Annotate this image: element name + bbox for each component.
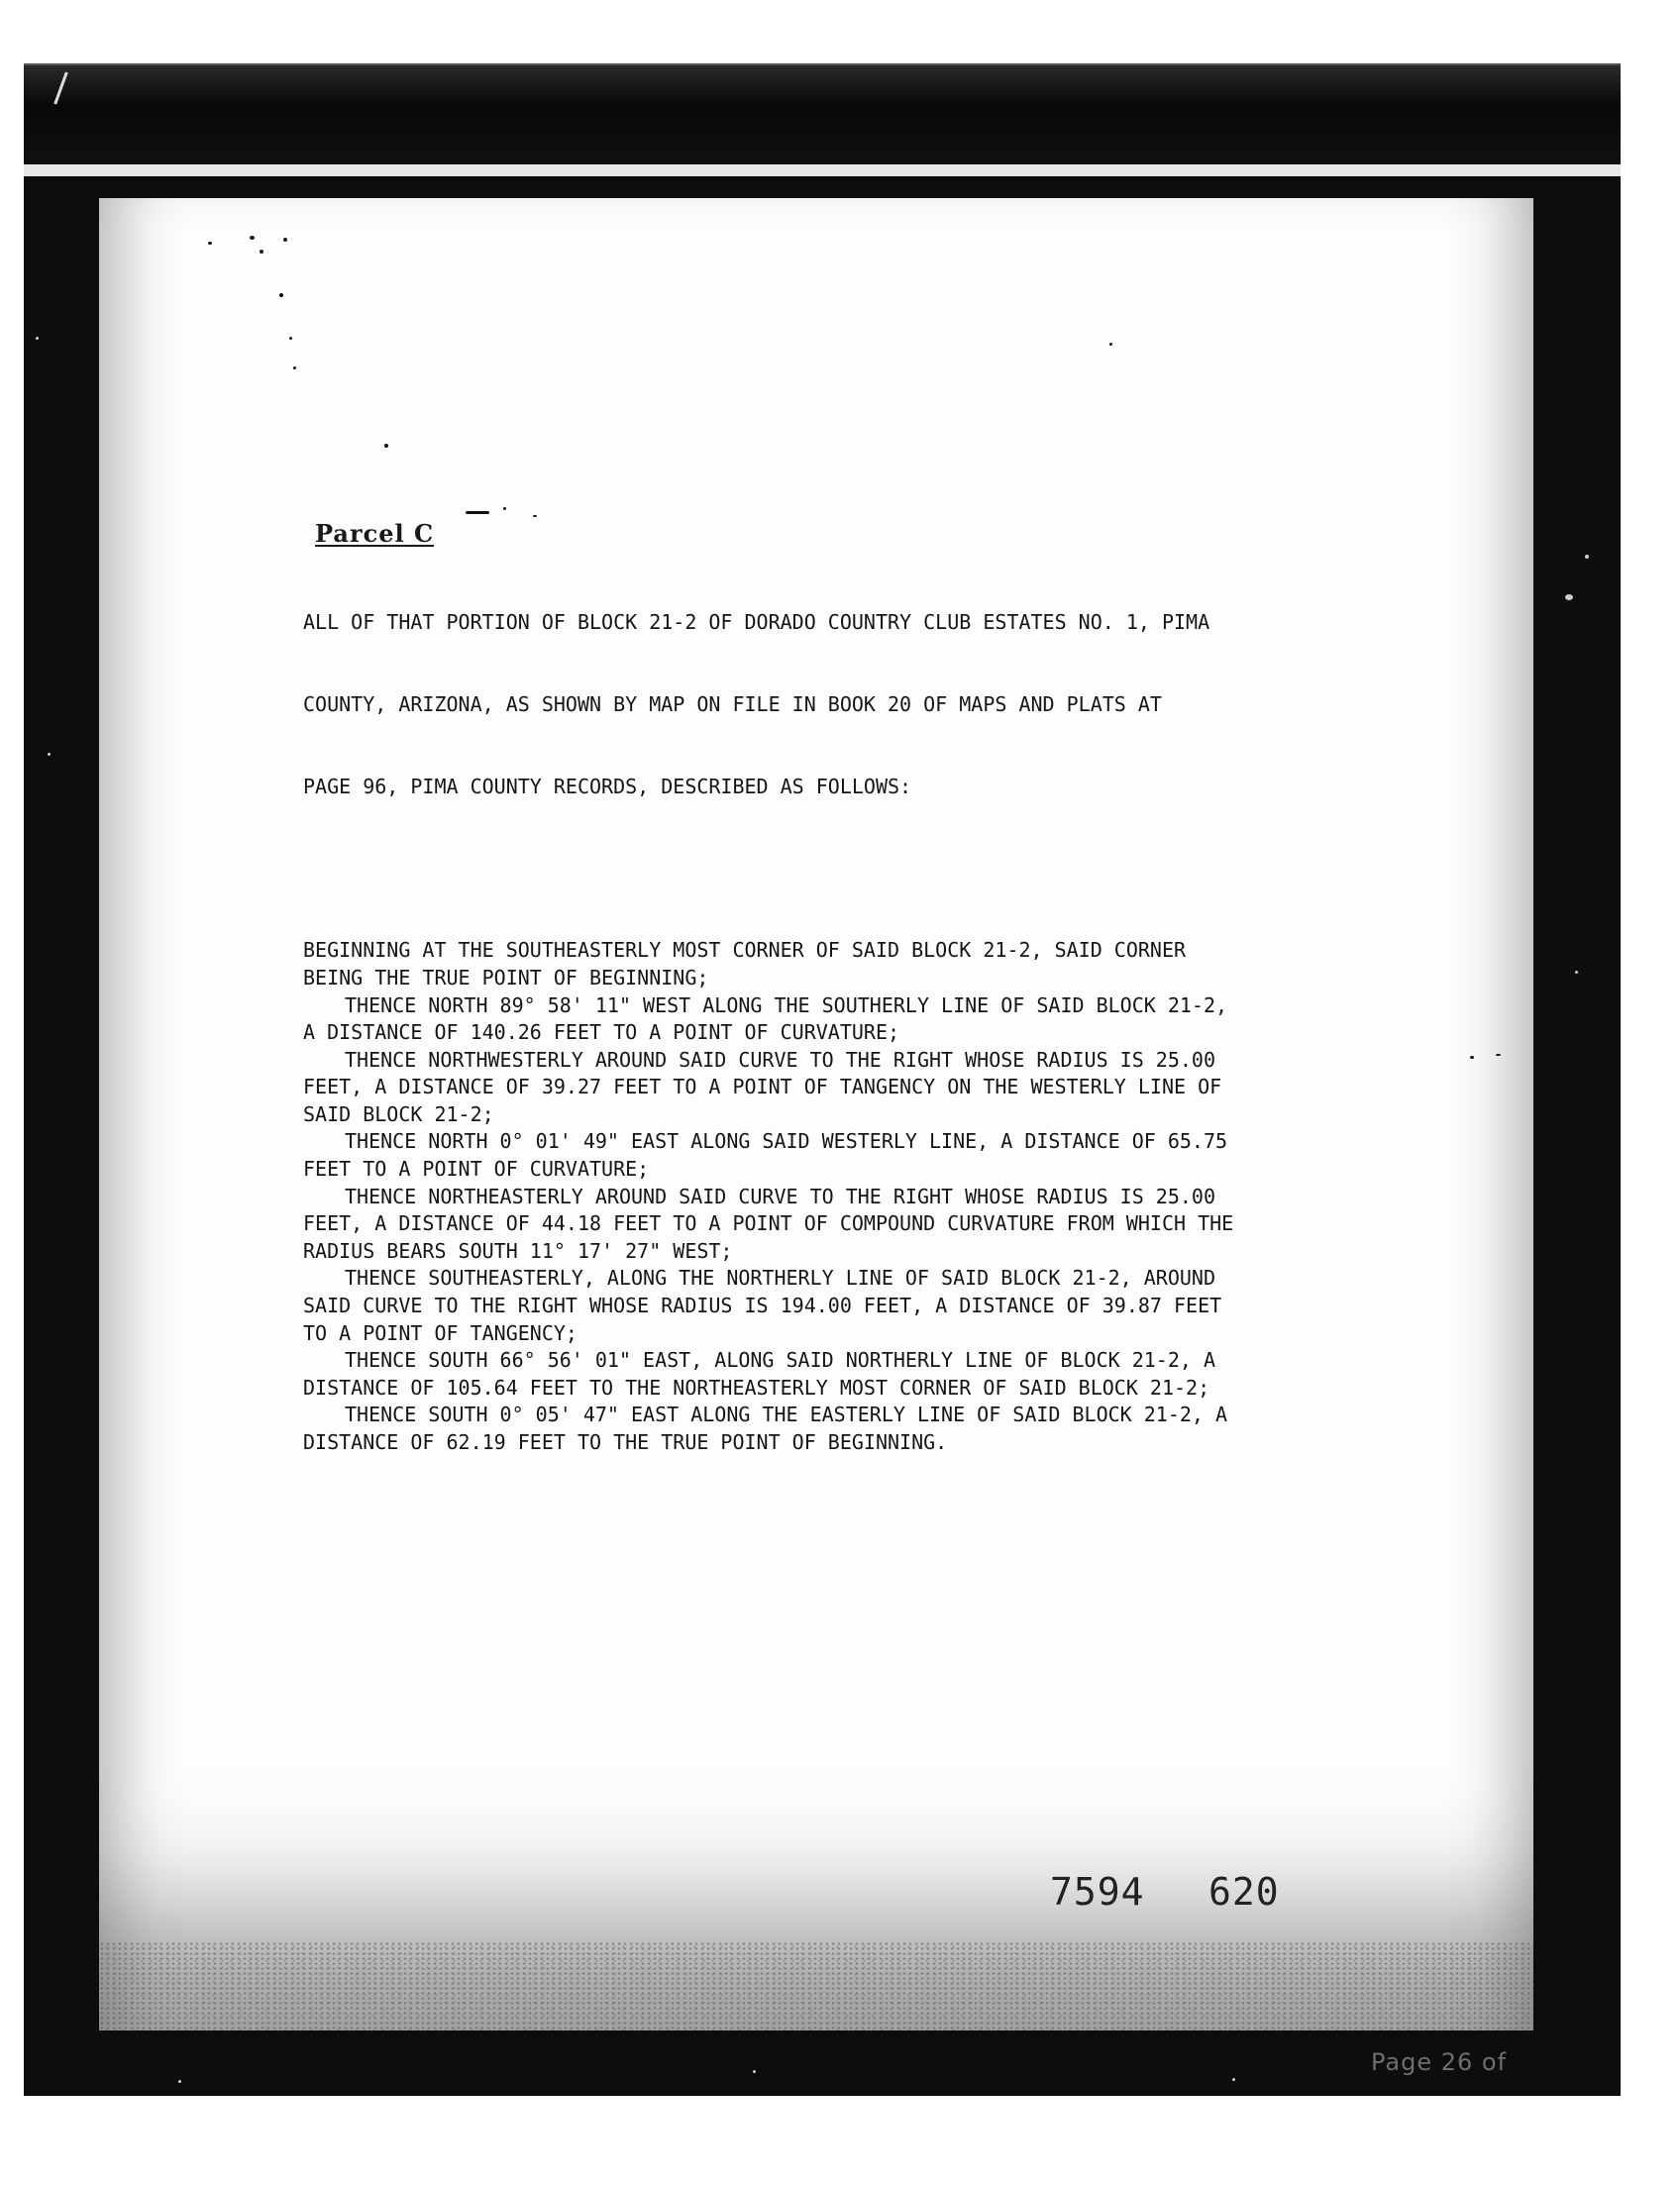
description-lines [303, 937, 1422, 1456]
speck [1109, 343, 1112, 346]
description-line: FEET, A DISTANCE OF 39.27 FEET TO A POINT OF TANGENCY ON THE WESTERLY LINE OF [303, 1075, 1222, 1099]
description-line: A DISTANCE OF 140.26 FEET TO A POINT OF CURVATURE; [303, 1020, 900, 1045]
description-line: THENCE NORTH 0° 01' 49" EAST ALONG SAID WESTERLY LINE, A DISTANCE OF 65.75 [345, 1129, 1228, 1154]
speck [279, 293, 283, 297]
speck [1575, 971, 1578, 974]
speck [533, 515, 537, 517]
scan-top-band [24, 65, 1621, 164]
speck [48, 753, 51, 756]
legal-description [303, 555, 1422, 1484]
record-page-number: 620 [1208, 1870, 1280, 1914]
speck [1470, 1056, 1474, 1059]
description-line: THENCE NORTHEASTERLY AROUND SAID CURVE TO THE RIGHT WHOSE RADIUS IS 25.00 [345, 1184, 1215, 1208]
speck [260, 250, 263, 254]
speck [1232, 2078, 1235, 2081]
description-line: BEING THE TRUE POINT OF BEGINNING; [303, 965, 709, 989]
intro-line: COUNTY, ARIZONA, AS SHOWN BY MAP ON FILE IN BOOK 20 OF MAPS AND PLATS AT [303, 691, 1162, 716]
speck [289, 337, 292, 340]
speck [1496, 1054, 1501, 1056]
parcel-heading: Parcel C [315, 519, 435, 548]
intro-line: PAGE 96, PIMA COUNTY RECORDS, DESCRIBED AS FOLLOWS: [303, 774, 912, 798]
speck [753, 2070, 756, 2073]
description-line: DISTANCE OF 62.19 FEET TO THE TRUE POINT OF BEGINNING. [303, 1430, 948, 1454]
description-line: RADIUS BEARS SOUTH 11° 17' 27" WEST; [303, 1238, 733, 1263]
speck [1565, 594, 1573, 600]
speck [178, 2080, 181, 2083]
paragraph-gap [303, 856, 1422, 884]
scan-noise [99, 1941, 1533, 2031]
description-line: FEET TO A POINT OF CURVATURE; [303, 1157, 650, 1182]
scan-gap-strip [24, 164, 1621, 176]
description-line: THENCE NORTH 89° 58' 11" WEST ALONG THE SOUTHERLY LINE OF SAID BLOCK 21-2, [345, 992, 1228, 1017]
description-line: THENCE NORTHWESTERLY AROUND SAID CURVE TO THE RIGHT WHOSE RADIUS IS 25.00 [345, 1047, 1215, 1072]
speck [293, 366, 296, 369]
speck [466, 511, 489, 514]
speck [283, 238, 287, 242]
page-counter: Page 26 of [1371, 2048, 1508, 2076]
record-book-number: 7594 [1050, 1870, 1145, 1914]
speck [36, 337, 39, 340]
speck [250, 236, 255, 240]
description-line: FEET, A DISTANCE OF 44.18 FEET TO A POINT OF COMPOUND CURVATURE FROM WHICH THE [303, 1211, 1234, 1236]
description-line: THENCE SOUTHEASTERLY, ALONG THE NORTHERLY LINE OF SAID BLOCK 21-2, AROUND [345, 1266, 1215, 1291]
description-line: TO A POINT OF TANGENCY; [303, 1320, 578, 1345]
description-line: DISTANCE OF 105.64 FEET TO THE NORTHEASTERLY MOST CORNER OF SAID BLOCK 21-2; [303, 1375, 1210, 1400]
description-line: SAID CURVE TO THE RIGHT WHOSE RADIUS IS 194.00 FEET, A DISTANCE OF 39.87 FEET [303, 1294, 1222, 1318]
speck [503, 507, 506, 510]
description-line: THENCE SOUTH 66° 56' 01" EAST, ALONG SAID NORTHERLY LINE OF BLOCK 21-2, A [345, 1348, 1215, 1373]
description-line: THENCE SOUTH 0° 05' 47" EAST ALONG THE EASTERLY LINE OF SAID BLOCK 21-2, A [345, 1403, 1228, 1427]
speck [384, 444, 388, 448]
description-line: SAID BLOCK 21-2; [303, 1101, 494, 1126]
intro-line: ALL OF THAT PORTION OF BLOCK 21-2 OF DORADO COUNTRY CLUB ESTATES NO. 1, PIMA [303, 610, 1210, 635]
speck [1585, 555, 1589, 559]
speck [208, 242, 212, 245]
description-line: BEGINNING AT THE SOUTHEASTERLY MOST CORNER OF SAID BLOCK 21-2, SAID CORNER [303, 938, 1187, 963]
